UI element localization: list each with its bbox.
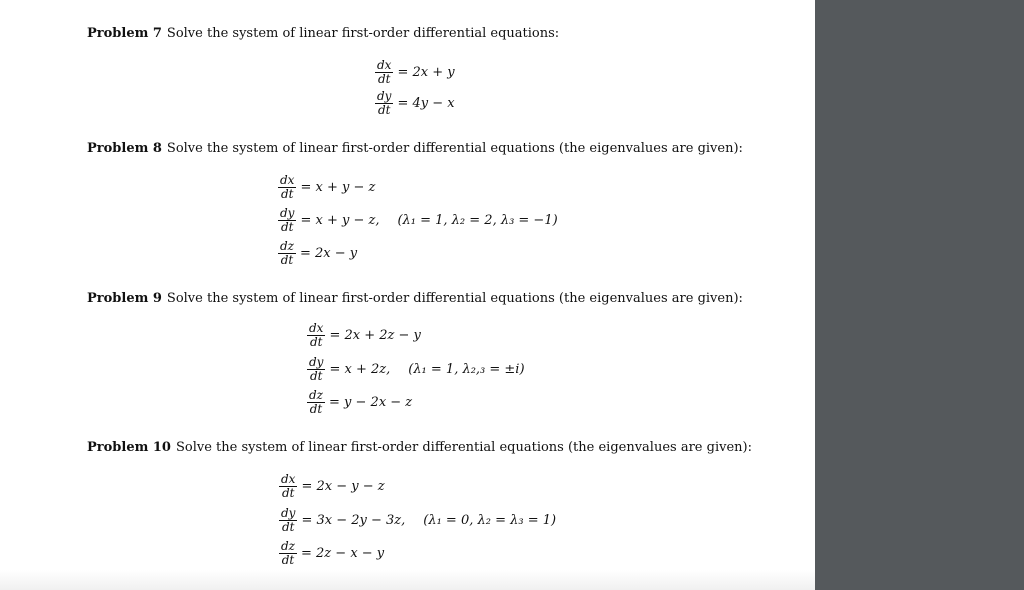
problem-text: Solve the system of linear first-order differential equations:	[166, 26, 560, 41]
derivative-numerator: dx	[377, 57, 392, 72]
derivative-numerator: dz	[280, 238, 295, 253]
viewer-background	[815, 0, 1024, 590]
derivative-numerator: dy	[281, 505, 296, 520]
equation	[375, 88, 455, 118]
problem-label: Problem 10	[87, 440, 171, 455]
derivative-numerator: dz	[281, 538, 296, 553]
problem-label: Problem 7	[87, 26, 162, 41]
derivative-denominator: dt	[377, 102, 391, 117]
derivative-denominator: dt	[281, 485, 295, 500]
equation	[278, 238, 357, 268]
problem-label: Problem 9	[87, 291, 162, 306]
page-bottom-edge	[0, 570, 815, 590]
equation	[307, 387, 412, 417]
derivative-denominator: dt	[281, 552, 295, 567]
problem-8-heading	[87, 141, 743, 157]
derivative-denominator: dt	[309, 368, 323, 383]
equation-rhs: = x + y − z,	[300, 212, 380, 228]
problem-10-heading	[87, 440, 752, 456]
equation-rhs: = 4y − x	[397, 95, 455, 111]
derivative-denominator: dt	[309, 334, 323, 349]
problem-text: Solve the system of linear first-order differential equations (the eigenvalues are given):	[166, 291, 743, 306]
derivative-denominator: dt	[377, 71, 391, 86]
problem-text: Solve the system of linear first-order differential equations (the eigenvalues are given):	[175, 440, 752, 455]
equation-rhs: = 2x + y	[397, 64, 455, 80]
derivative-numerator: dz	[309, 387, 324, 402]
problem-9-heading	[87, 291, 743, 307]
eigenvalues-note: (λ₁ = 1, λ₂,₃ = ±i)	[408, 361, 525, 377]
equation-rhs: = x + 2z,	[329, 361, 391, 377]
derivative-denominator: dt	[280, 219, 294, 234]
equation	[278, 172, 375, 202]
equation	[278, 205, 558, 235]
derivative-numerator: dy	[280, 205, 295, 220]
equation	[375, 57, 455, 87]
problem-label: Problem 8	[87, 141, 162, 156]
equation-rhs: = x + y − z	[300, 179, 376, 195]
equation-rhs: = 2x − y − z	[301, 478, 385, 494]
problem-text: Solve the system of linear first-order differential equations (the eigenvalues are given):	[166, 141, 743, 156]
equation-rhs: = y − 2x − z	[329, 394, 413, 410]
equation	[279, 471, 385, 501]
derivative-denominator: dt	[309, 401, 323, 416]
derivative-numerator: dy	[377, 88, 392, 103]
equation-rhs: = 3x − 2y − 3z,	[301, 512, 406, 528]
derivative-denominator: dt	[280, 252, 294, 267]
equation	[279, 505, 556, 535]
derivative-numerator: dx	[309, 320, 324, 335]
equation	[307, 354, 525, 384]
derivative-numerator: dx	[280, 172, 295, 187]
derivative-numerator: dx	[281, 471, 296, 486]
problem-7-heading	[87, 26, 559, 42]
equation	[307, 320, 421, 350]
derivative-denominator: dt	[280, 186, 294, 201]
equation-rhs: = 2x + 2z − y	[329, 327, 421, 343]
equation-rhs: = 2x − y	[300, 245, 358, 261]
eigenvalues-note: (λ₁ = 0, λ₂ = λ₃ = 1)	[423, 512, 557, 528]
eigenvalues-note: (λ₁ = 1, λ₂ = 2, λ₃ = −1)	[397, 212, 558, 228]
equation-rhs: = 2z − x − y	[301, 545, 385, 561]
derivative-denominator: dt	[281, 519, 295, 534]
equation	[279, 538, 384, 568]
derivative-numerator: dy	[309, 354, 324, 369]
